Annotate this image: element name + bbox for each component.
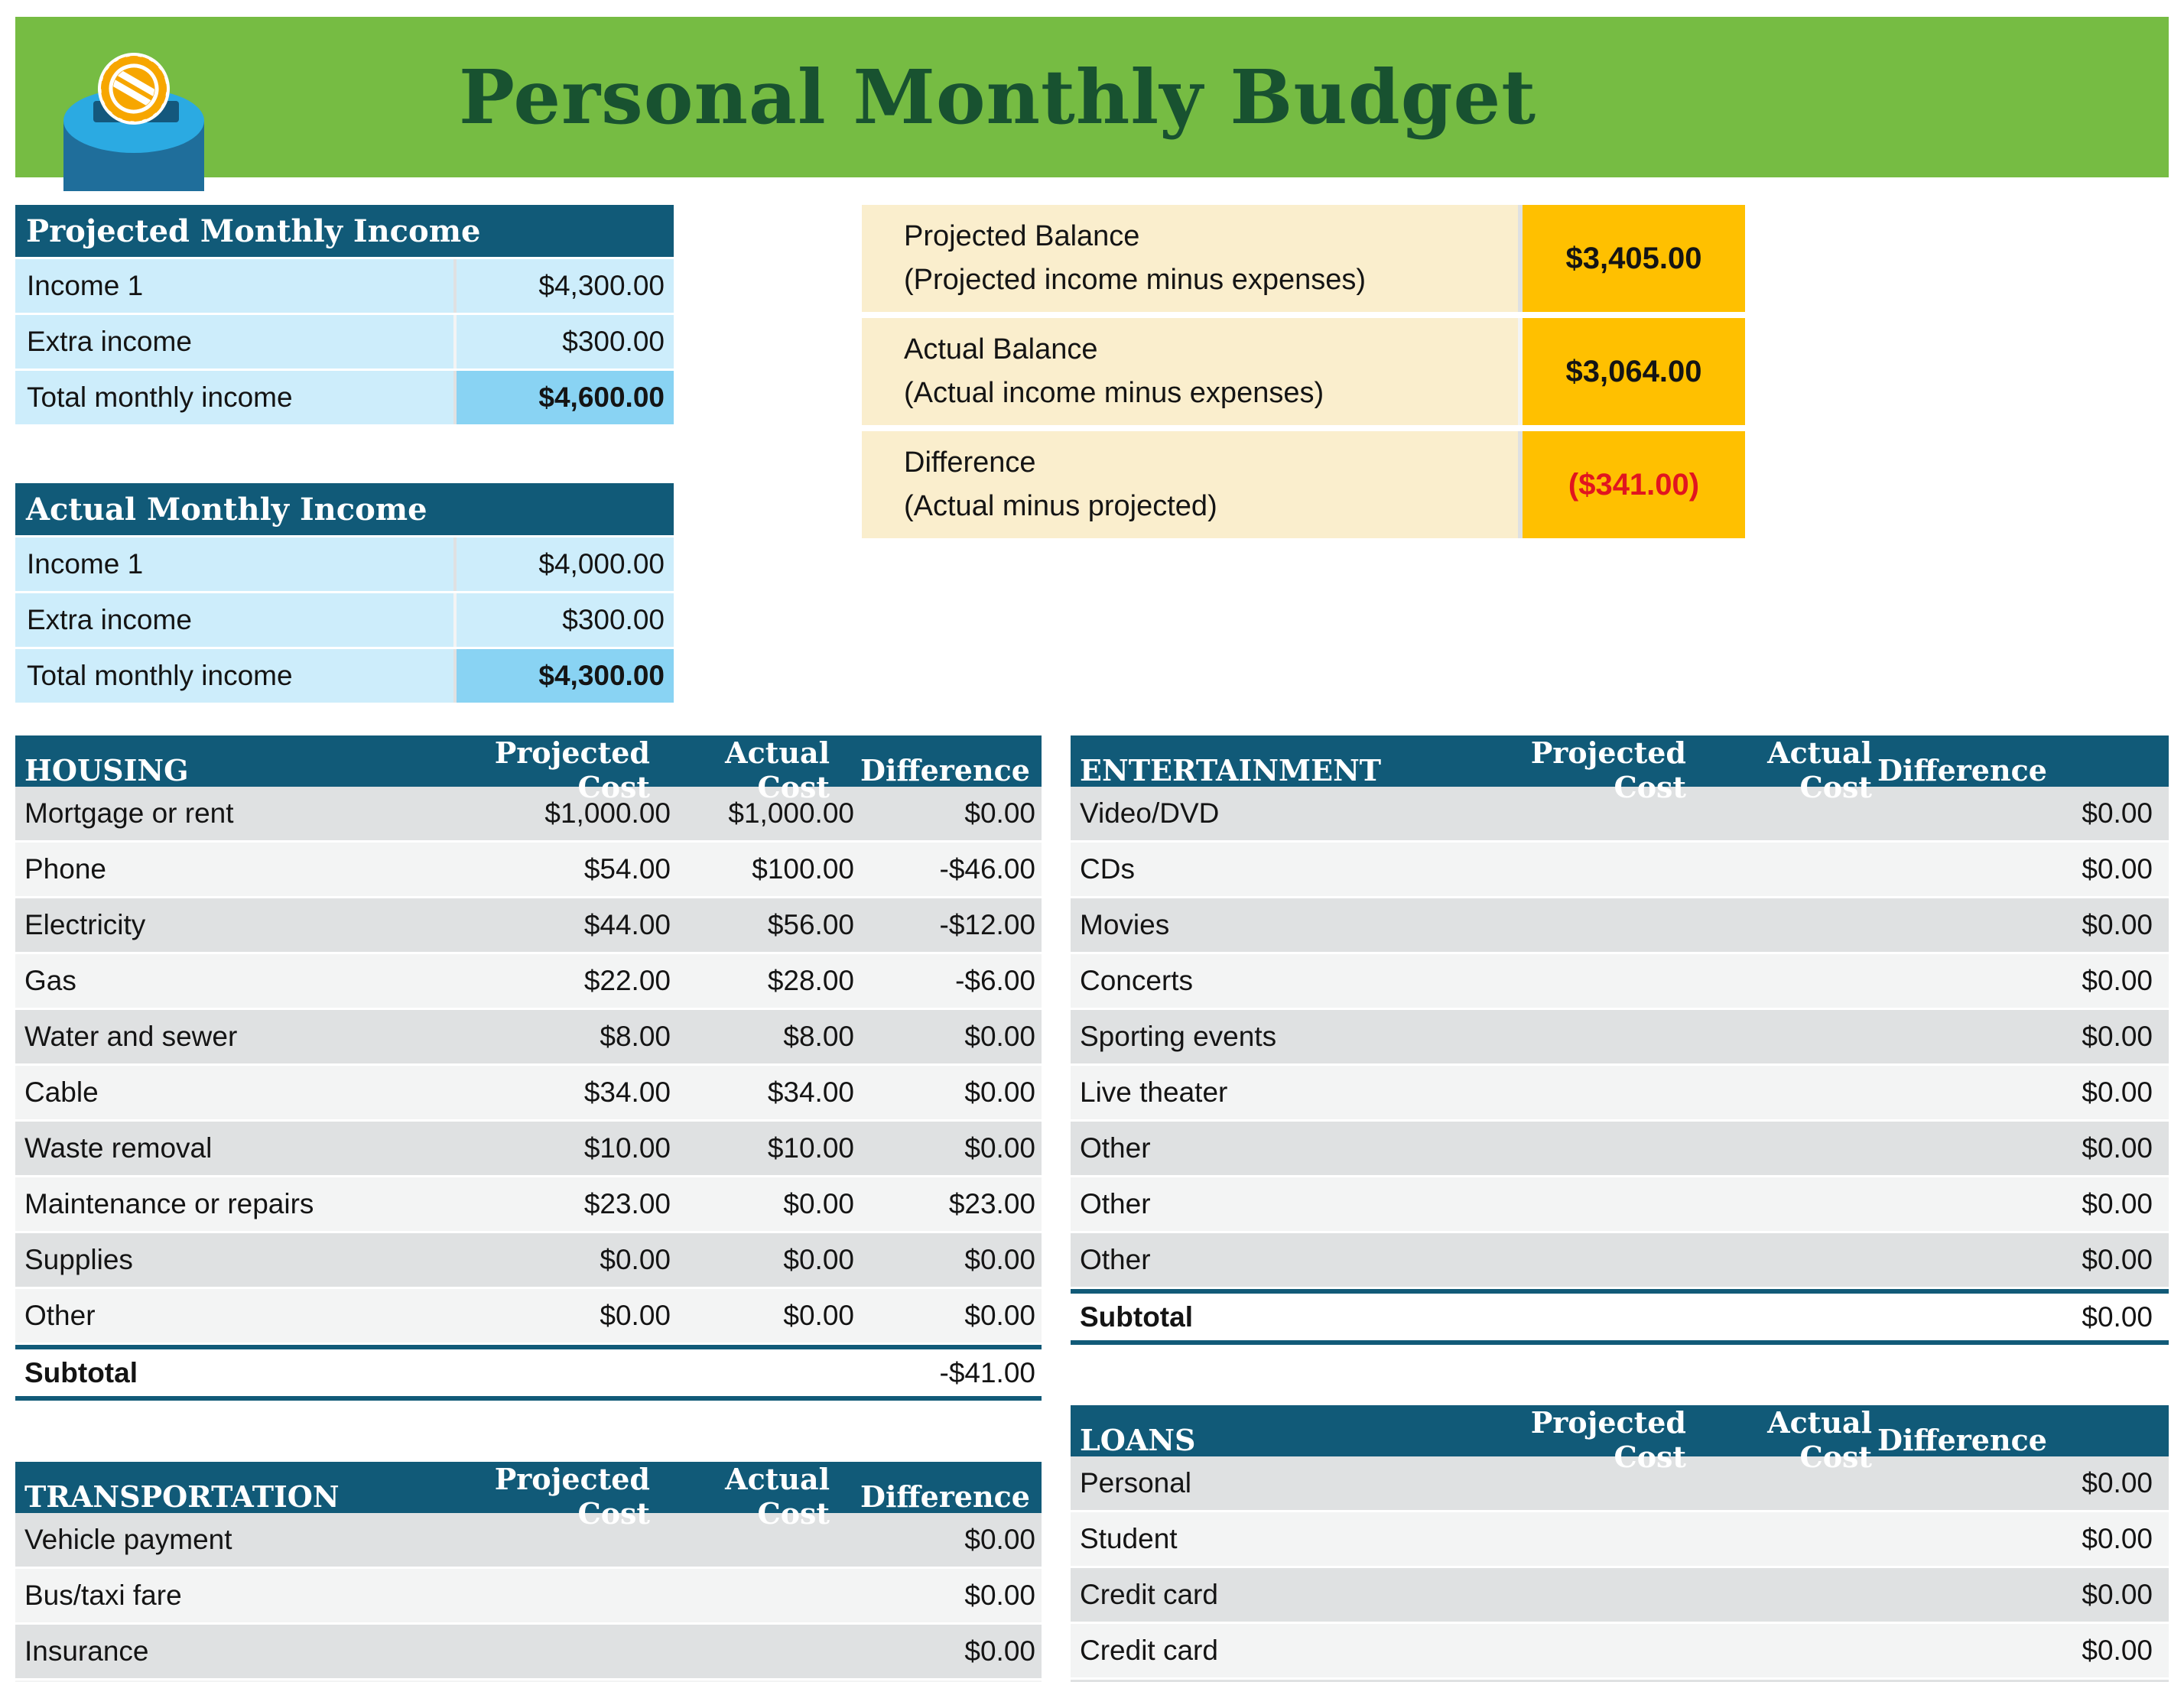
balance-sublabel: (Actual income minus expenses) [904, 377, 1324, 409]
income-value-cell[interactable]: $300.00 [457, 315, 674, 369]
table-row [15, 1066, 1042, 1122]
table-row [15, 843, 1042, 898]
balance-label-cell[interactable] [862, 318, 1518, 425]
table-row [1071, 1233, 2169, 1289]
item-label-cell[interactable]: Movies [1080, 909, 1170, 940]
actual-cost-cell[interactable]: $8.00 [783, 1021, 854, 1052]
table-row [15, 1122, 1042, 1177]
item-label-cell[interactable]: Cable [24, 1076, 99, 1108]
projected-cost-cell[interactable]: $22.00 [583, 965, 671, 996]
balance-value-cell[interactable]: $3,405.00 [1523, 205, 1745, 312]
difference-cell[interactable]: -$46.00 [939, 853, 1035, 885]
balance-value-cell[interactable]: $3,064.00 [1523, 318, 1745, 425]
actual-cost-cell[interactable]: $1,000.00 [728, 797, 854, 829]
difference-cell[interactable]: $0.00 [2082, 853, 2153, 885]
table-row [15, 898, 1042, 954]
difference-cell[interactable]: $0.00 [964, 1300, 1035, 1331]
table-row [1071, 1122, 2169, 1177]
table-row [15, 1177, 1042, 1233]
difference-cell[interactable]: $0.00 [2082, 1021, 2153, 1052]
balance-row [862, 431, 1745, 538]
actual-cost-cell[interactable]: $100.00 [752, 853, 854, 885]
difference-cell[interactable]: $0.00 [2082, 1635, 2153, 1666]
difference-cell[interactable]: $0.00 [2082, 1523, 2153, 1554]
item-label-cell[interactable]: Water and sewer [24, 1021, 238, 1052]
transportation-title: TRANSPORTATION [24, 1479, 340, 1514]
difference-cell[interactable]: $0.00 [964, 1524, 1035, 1555]
projected-cost-cell[interactable]: $23.00 [583, 1188, 671, 1219]
column-header-actual-cost: Actual Cost [725, 1462, 830, 1531]
item-label-cell[interactable]: Electricity [24, 909, 146, 940]
item-label-cell[interactable]: Video/DVD [1080, 797, 1220, 829]
item-label-cell[interactable]: Maintenance or repairs [24, 1188, 314, 1219]
loans-table [1071, 1405, 2169, 1682]
projected-income-header[interactable]: Projected Monthly Income [15, 205, 674, 257]
item-label-cell[interactable]: Other [1080, 1188, 1151, 1219]
income-row [15, 259, 674, 313]
subtotal-label[interactable]: Subtotal [24, 1356, 138, 1388]
balance-row [862, 205, 1745, 312]
housing-table [15, 735, 1042, 1401]
income-label-cell[interactable]: Total monthly income [15, 649, 453, 703]
column-header-difference: Difference [860, 1479, 1030, 1514]
table-row [15, 1625, 1042, 1680]
table-row [15, 1233, 1042, 1289]
table-row [1071, 1512, 2169, 1568]
difference-cell[interactable]: $0.00 [964, 1244, 1035, 1275]
actual-cost-cell[interactable]: $0.00 [783, 1188, 854, 1219]
difference-cell[interactable]: -$12.00 [939, 909, 1035, 940]
column-header-actual-cost: Actual Cost [1767, 735, 1872, 804]
income-label-cell[interactable]: Income 1 [15, 537, 453, 591]
loans-title: LOANS [1080, 1422, 1196, 1457]
income-value-cell[interactable]: $4,000.00 [457, 537, 674, 591]
projected-cost-cell[interactable]: $10.00 [583, 1132, 671, 1164]
projected-cost-cell[interactable]: $34.00 [583, 1076, 671, 1108]
subtotal-label[interactable]: Subtotal [1080, 1300, 1193, 1333]
difference-cell[interactable]: $0.00 [2082, 797, 2153, 829]
subtotal-value[interactable]: $0.00 [2082, 1300, 2153, 1333]
item-label-cell[interactable]: Student [1080, 1523, 1178, 1554]
table-row [1071, 1177, 2169, 1233]
loans-header[interactable] [1071, 1405, 2169, 1474]
item-label-cell[interactable]: Live theater [1080, 1076, 1228, 1108]
balance-label-cell[interactable] [862, 431, 1518, 538]
projected-income-table [15, 205, 674, 427]
projected-cost-cell[interactable]: $1,000.00 [544, 797, 671, 829]
item-label-cell[interactable]: Other [1080, 1244, 1151, 1275]
balance-label-cell[interactable] [862, 205, 1518, 312]
table-row [15, 1010, 1042, 1066]
housing-title: HOUSING [24, 752, 189, 787]
difference-cell[interactable]: $0.00 [964, 1076, 1035, 1108]
entertainment-header[interactable] [1071, 735, 2169, 804]
table-row [1071, 1010, 2169, 1066]
difference-cell[interactable]: $0.00 [2082, 965, 2153, 996]
header-banner [15, 17, 2169, 177]
income-row [15, 593, 674, 647]
income-row [15, 371, 674, 424]
actual-cost-cell[interactable]: $34.00 [767, 1076, 854, 1108]
subtotal-value[interactable]: -$41.00 [939, 1356, 1035, 1388]
balance-row [862, 318, 1745, 425]
income-value-cell[interactable]: $4,600.00 [457, 371, 674, 424]
column-header-actual-cost: Actual Cost [725, 735, 830, 804]
actual-cost-cell[interactable]: $56.00 [767, 909, 854, 940]
balance-label: Actual Balance [904, 333, 1098, 365]
housing-rows [15, 787, 1042, 1345]
table-row [15, 1289, 1042, 1345]
difference-cell[interactable]: $23.00 [948, 1188, 1035, 1219]
actual-cost-cell[interactable]: $28.00 [767, 965, 854, 996]
item-label-cell[interactable]: Waste removal [24, 1132, 213, 1164]
table-row [1071, 898, 2169, 954]
table-row [1071, 954, 2169, 1010]
item-label-cell[interactable]: Insurance [24, 1635, 149, 1667]
actual-income-table [15, 483, 674, 705]
item-label-cell[interactable]: Gas [24, 965, 76, 996]
difference-cell[interactable]: -$6.00 [955, 965, 1035, 996]
transportation-rows [15, 1513, 1042, 1680]
table-row [1071, 843, 2169, 898]
table-row [15, 954, 1042, 1010]
actual-income-header[interactable]: Actual Monthly Income [15, 483, 674, 535]
item-label-cell[interactable]: Supplies [24, 1244, 133, 1275]
item-label-cell[interactable]: Bus/taxi fare [24, 1580, 182, 1611]
difference-cell[interactable]: $0.00 [964, 797, 1035, 829]
projected-cost-cell[interactable]: $54.00 [583, 853, 671, 885]
entertainment-subtotal-row [1071, 1289, 2169, 1345]
item-label-cell[interactable]: Personal [1080, 1467, 1192, 1499]
actual-income-rows [15, 537, 674, 703]
difference-cell[interactable]: $0.00 [2082, 1579, 2153, 1610]
item-label-cell[interactable]: Other [24, 1300, 96, 1331]
table-row [15, 1569, 1042, 1625]
item-label-cell[interactable]: Vehicle payment [24, 1524, 232, 1555]
income-value-cell[interactable]: $4,300.00 [457, 259, 674, 313]
projected-income-rows [15, 259, 674, 424]
difference-cell[interactable]: $0.00 [964, 1021, 1035, 1052]
entertainment-rows [1071, 787, 2169, 1289]
difference-cell[interactable]: $0.00 [964, 1635, 1035, 1667]
column-header-projected-cost: Projected Cost [494, 1462, 650, 1531]
actual-cost-cell[interactable]: $10.00 [767, 1132, 854, 1164]
transportation-header[interactable] [15, 1462, 1042, 1531]
projected-cost-cell[interactable]: $0.00 [600, 1300, 671, 1331]
income-label-cell[interactable]: Extra income [15, 593, 453, 647]
projected-cost-cell[interactable]: $44.00 [583, 909, 671, 940]
balance-sublabel: (Actual minus projected) [904, 490, 1217, 522]
loans-rows [1071, 1456, 2169, 1680]
column-header-projected-cost: Projected Cost [1530, 735, 1686, 804]
entertainment-title: ENTERTAINMENT [1080, 752, 1382, 787]
projected-cost-cell[interactable]: $8.00 [600, 1021, 671, 1052]
income-value-cell[interactable]: $300.00 [457, 593, 674, 647]
balance-label: Difference [904, 446, 1036, 479]
column-header-difference: Difference [1877, 1422, 2047, 1457]
income-label-cell[interactable]: Extra income [15, 315, 453, 369]
difference-cell[interactable]: $0.00 [2082, 909, 2153, 940]
balance-sublabel: (Projected income minus expenses) [904, 264, 1367, 296]
balance-label: Projected Balance [904, 220, 1140, 252]
table-row [1071, 1624, 2169, 1680]
difference-cell[interactable]: $0.00 [964, 1580, 1035, 1611]
column-header-actual-cost: Actual Cost [1767, 1405, 1872, 1474]
income-label-cell[interactable]: Income 1 [15, 259, 453, 313]
column-header-difference: Difference [860, 752, 1030, 787]
income-row [15, 537, 674, 591]
item-label-cell[interactable]: Credit card [1080, 1579, 1218, 1610]
column-header-difference: Difference [1877, 752, 2047, 787]
difference-cell[interactable]: $0.00 [2082, 1132, 2153, 1164]
entertainment-table [1071, 735, 2169, 1345]
money-box-coin-icon [60, 52, 209, 191]
difference-cell[interactable]: $0.00 [2082, 1076, 2153, 1108]
projected-cost-cell[interactable]: $0.00 [600, 1244, 671, 1275]
difference-cell[interactable]: $0.00 [2082, 1188, 2153, 1219]
difference-cell[interactable]: $0.00 [964, 1132, 1035, 1164]
actual-cost-cell[interactable]: $0.00 [783, 1244, 854, 1275]
column-header-projected-cost: Projected Cost [494, 735, 650, 804]
item-label-cell[interactable]: Other [1080, 1132, 1151, 1164]
transportation-table [15, 1462, 1042, 1682]
item-label-cell[interactable]: Mortgage or rent [24, 797, 234, 829]
table-row [1071, 1066, 2169, 1122]
income-row [15, 649, 674, 703]
page-title: Personal Monthly Budget [459, 54, 1537, 141]
income-label-cell[interactable]: Total monthly income [15, 371, 453, 424]
housing-header[interactable] [15, 735, 1042, 804]
item-label-cell[interactable]: Sporting events [1080, 1021, 1277, 1052]
income-value-cell[interactable]: $4,300.00 [457, 649, 674, 703]
balance-summary [862, 205, 1745, 544]
item-label-cell[interactable]: Concerts [1080, 965, 1194, 996]
housing-subtotal-row [15, 1345, 1042, 1401]
difference-cell[interactable]: $0.00 [2082, 1467, 2153, 1499]
balance-value-cell[interactable]: ($341.00) [1523, 431, 1745, 538]
item-label-cell[interactable]: Credit card [1080, 1635, 1218, 1666]
income-row [15, 315, 674, 369]
table-row [1071, 1568, 2169, 1624]
item-label-cell[interactable]: CDs [1080, 853, 1135, 885]
actual-cost-cell[interactable]: $0.00 [783, 1300, 854, 1331]
column-header-projected-cost: Projected Cost [1530, 1405, 1686, 1474]
difference-cell[interactable]: $0.00 [2082, 1244, 2153, 1275]
item-label-cell[interactable]: Phone [24, 853, 106, 885]
